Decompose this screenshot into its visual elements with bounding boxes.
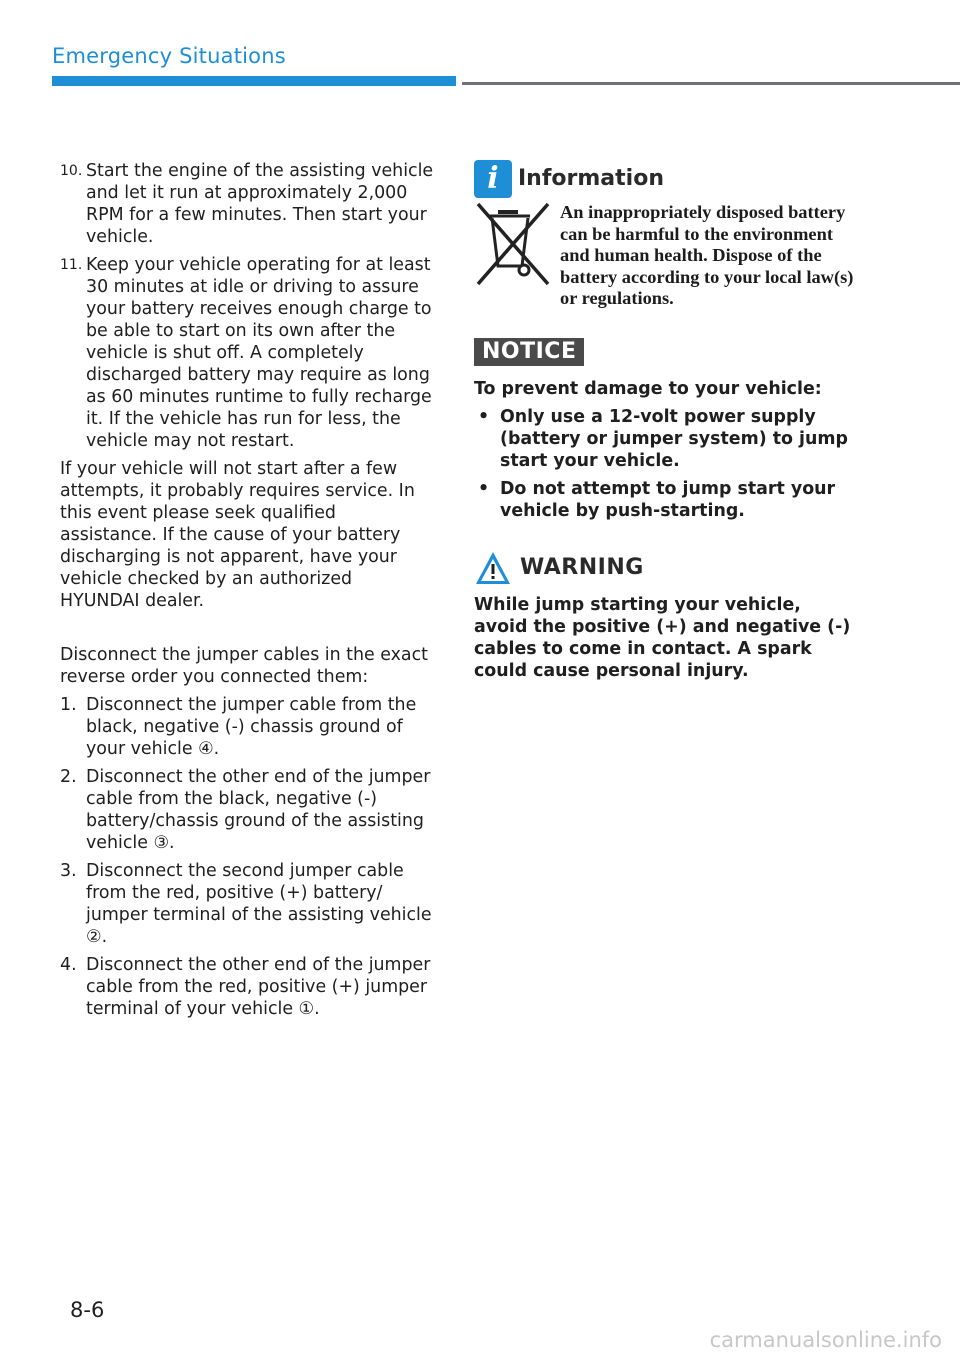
step-number: 1.	[60, 695, 77, 715]
right-column	[474, 160, 854, 682]
warning-triangle-icon	[474, 550, 512, 586]
warning-header	[474, 550, 854, 586]
start-steps-list	[60, 160, 436, 452]
step-number: 2.	[60, 767, 77, 787]
list-item	[60, 694, 436, 760]
left-column	[60, 160, 436, 1026]
information-text: An inappropriately disposed battery can be harmful to the environment and human health. Dispose of the battery according to your local law(s) or regulations.	[560, 202, 854, 309]
step-text: Keep your vehicle operating for at least 30 minutes at idle or driving to assure your battery receives enough charge to be able to start on its own after the vehicle is shut off. A completely discharged battery may require as long as 60 minutes runtime to fully recharge it. If the vehicle has run for less, the vehicle may not restart.	[86, 255, 432, 451]
information-icon: i	[474, 160, 512, 198]
step-number: 4.	[60, 955, 77, 975]
list-item	[60, 954, 436, 1020]
bullet-icon: •	[478, 406, 490, 427]
step-text: Disconnect the jumper cable from the black, negative (-) chassis ground of your vehicle ④.	[86, 695, 417, 759]
service-paragraph: If your vehicle will not start after a few attempts, it probably requires service. In this event please seek qualified assistance. If the cause of your battery discharging is not apparent, have your vehicle checked by an authorized HYUNDAI dealer.	[60, 459, 415, 611]
warning-text: While jump starting your vehicle, avoid the positive (+) and negative (-) cables to come in contact. A spark could cause personal injury.	[474, 594, 851, 681]
step-text: Start the engine of the assisting vehicle and let it run at approximately 2,000 RPM for a few minutes. Then start your vehicle.	[86, 161, 434, 247]
information-title: Information	[518, 166, 664, 191]
page-number: 8-6	[70, 1298, 105, 1322]
information-header	[474, 160, 854, 198]
watermark: carmanualsonline.info	[709, 1328, 942, 1352]
list-item	[60, 160, 436, 248]
step-text: Disconnect the second jumper cable from the red, positive (+) battery/ jumper terminal of the assisting vehicle ②.	[86, 861, 432, 947]
warning-box	[474, 550, 854, 682]
bullet-icon: •	[478, 478, 490, 499]
notice-box	[474, 310, 854, 522]
step-text: Disconnect the other end of the jumper cable from the black, negative (-) battery/chassis ground of the assisting vehicle ③.	[86, 767, 431, 853]
step-number: 3.	[60, 861, 77, 881]
information-box	[474, 160, 854, 310]
notice-intro: To prevent damage to your vehicle:	[474, 378, 822, 399]
list-item	[60, 766, 436, 854]
information-body	[474, 202, 854, 310]
notice-label: NOTICE	[474, 338, 584, 366]
section-title: Emergency Situations	[52, 44, 286, 68]
bullet-text: Do not attempt to jump start your vehicle by push-starting.	[500, 478, 836, 521]
step-number: 10.	[60, 163, 83, 179]
list-item	[474, 478, 854, 522]
list-item	[474, 406, 854, 472]
list-item	[60, 860, 436, 948]
notice-bullets	[474, 406, 854, 522]
warning-title: WARNING	[520, 554, 644, 580]
disconnect-intro: Disconnect the jumper cables in the exact reverse order you connected them:	[60, 645, 428, 687]
step-number: 11.	[60, 257, 83, 273]
header-divider	[462, 82, 960, 85]
disconnect-steps-list	[60, 694, 436, 1020]
header-accent-bar	[52, 76, 456, 86]
bullet-text: Only use a 12-volt power supply (battery or jumper system) to jump start your vehicle.	[500, 406, 848, 471]
step-text: Disconnect the other end of the jumper cable from the red, positive (+) jumper terminal of your vehicle ①.	[86, 955, 431, 1019]
list-item	[60, 254, 436, 452]
crossed-out-bin-icon	[474, 202, 552, 288]
